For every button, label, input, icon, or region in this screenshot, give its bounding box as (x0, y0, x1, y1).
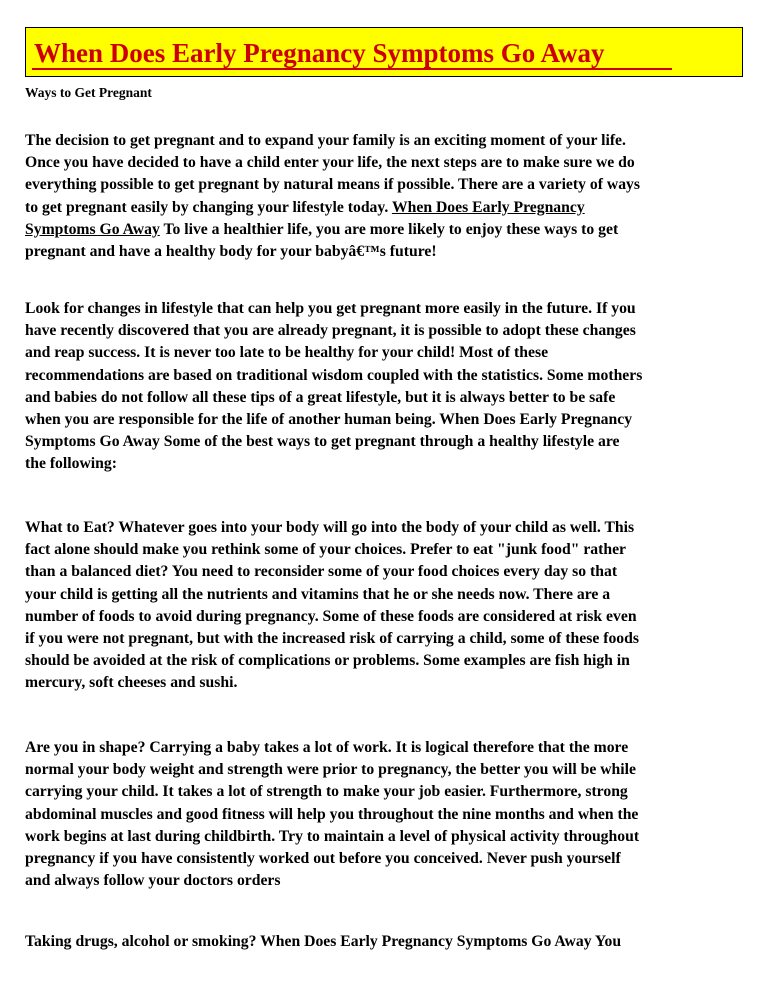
paragraph-line: normal your body weight and strength were prior to pregnancy, the better you will be while (25, 761, 636, 779)
paragraph-line: and always follow your doctors orders (25, 872, 281, 890)
paragraph-line: work begins at last during childbirth. Try to maintain a level of physical activity throughout (25, 827, 640, 845)
paragraph-what-to-eat (25, 517, 750, 695)
page-title: When Does Early Pregnancy Symptoms Go Away (34, 38, 605, 68)
paragraph-line: than a balanced diet? You need to reconsider some of your food choices every day so that (25, 563, 618, 581)
paragraph-drugs (25, 931, 750, 953)
paragraph-line: everything possible to get pregnant by natural means if possible. There are a variety of ways (25, 176, 640, 194)
paragraph-line: carrying your child. It takes a lot of strength to make your job easier. Furthermore, strong (25, 783, 628, 801)
paragraph-line: Look for changes in lifestyle that can help you get pregnant more easily in the future. If you (25, 300, 636, 317)
paragraph-line: your child is getting all the nutrients and vitamins that he or she needs now. There are a (25, 585, 611, 603)
paragraph-line: and babies do not follow all these tips of a great lifestyle, but it is always better to be safe (25, 388, 616, 406)
paragraph-line: Taking drugs, alcohol or smoking? When Does Early Pregnancy Symptoms Go Away You (25, 933, 622, 950)
keyword-link[interactable]: When Does Early Pregnancy (391, 198, 585, 216)
paragraph-line: fact alone should make you rethink some of your choices. Prefer to eat "junk food" rather (25, 541, 627, 559)
paragraph-in-shape (25, 737, 750, 892)
paragraph-line: abdominal muscles and good fitness will help you throughout the nine months and when the (25, 805, 639, 823)
paragraph-line: mercury, soft cheeses and sushi. (25, 674, 238, 692)
paragraph-line: have recently discovered that you are already pregnant, it is possible to adopt these changes (25, 322, 636, 340)
paragraph-line: Once you have decided to have a child enter your life, the next steps are to make sure we do (25, 154, 635, 172)
paragraph-line: when you are responsible for the life of another human being. When Does Early Pregnancy (25, 411, 633, 429)
paragraph-line: and reap success. It is never too late to be healthy for your child! Most of these (25, 344, 549, 362)
page-subtitle: Ways to Get Pregnant (25, 85, 152, 100)
paragraph-line: recommendations are based on traditional wisdom coupled with the statistics. Some mothers (25, 366, 643, 384)
paragraph-line: Symptoms Go Away Some of the best ways to get pregnant through a healthy lifestyle are (25, 433, 620, 451)
keyword-link-continued[interactable]: Symptoms Go Away (25, 220, 160, 238)
paragraph-line: The decision to get pregnant and to expand your family is an exciting moment of your life. (25, 132, 626, 149)
paragraph-line: What to Eat? Whatever goes into your body will go into the body of your child as well. This (25, 519, 635, 536)
paragraph-line: if you were not pregnant, but with the increased risk of carrying a child, some of these foods (25, 630, 639, 648)
title-banner (25, 27, 743, 77)
paragraph-line: should be avoided at the risk of complications or problems. Some examples are fish high in (25, 652, 630, 670)
paragraph-line: Are you in shape? Carrying a baby takes a lot of work. It is logical therefore that the more (25, 739, 629, 756)
title-underline (32, 68, 672, 70)
paragraph-intro (25, 130, 750, 263)
paragraph-line: the following: (25, 455, 117, 473)
paragraph-line: number of foods to avoid during pregnancy. Some of these foods are considered at risk even (25, 607, 637, 625)
paragraph-line: pregnant and have a healthy body for your babyâ€™s future! (25, 243, 437, 261)
paragraph-line (25, 197, 750, 219)
paragraph-line: pregnancy if you have consistently worked out before you conceived. Never push yourself (25, 850, 621, 868)
paragraph-lifestyle (25, 298, 750, 476)
paragraph-line (25, 219, 750, 241)
line-text: to get pregnant easily by changing your lifestyle today. (25, 198, 389, 216)
line-text: To live a healthier life, you are more likely to enjoy these ways to get (163, 220, 619, 238)
